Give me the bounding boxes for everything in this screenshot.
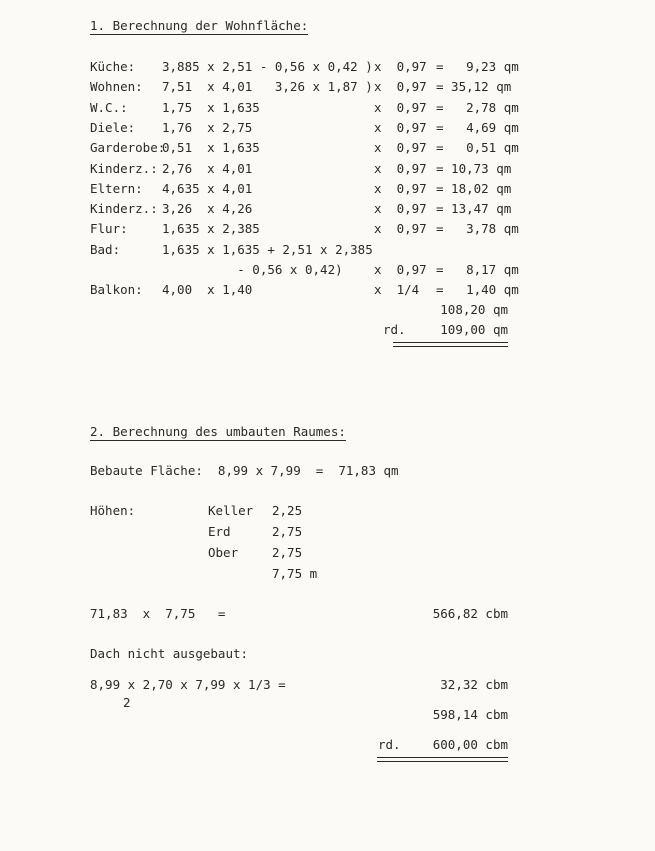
bebaute-flaeche-line: Bebaute Fläche: 8,99 x 7,99 = 71,83 qm [90, 463, 399, 478]
row-formula: 1,635 x 2,385 [162, 221, 260, 236]
row-factor: x 0,97 [374, 181, 427, 196]
row-label: Garderobe: [90, 140, 166, 155]
row-factor: x 0,97 [374, 140, 427, 155]
row-label: Diele: [90, 120, 136, 135]
row-formula: 3,26 x 4,26 [162, 201, 253, 216]
dach-divisor: 2 [123, 695, 131, 710]
section2-double-underline-bottom [377, 761, 508, 762]
row-label: Küche: [90, 59, 136, 74]
section1-rd-label: rd. [383, 322, 406, 337]
row-formula: 4,00 x 1,40 [162, 282, 253, 297]
row-result: = 2,78 qm [436, 100, 519, 115]
row-formula: 7,51 x 4,01 3,26 x 1,87 ) [162, 79, 373, 94]
section1-total: 109,00 qm [440, 322, 508, 337]
row-factor: x 0,97 [374, 201, 427, 216]
row-result: = 9,23 qm [436, 59, 519, 74]
row-factor: x 0,97 [374, 120, 427, 135]
row-factor: x 0,97 [374, 100, 427, 115]
row-formula: 3,885 x 2,51 - 0,56 x 0,42 ) [162, 59, 373, 74]
row-formula: 1,76 x 2,75 [162, 120, 253, 135]
row-factor: x 0,97 [374, 262, 427, 277]
row-result: = 4,69 qm [436, 120, 519, 135]
height-value: 2,75 [272, 524, 303, 539]
row-result: = 8,17 qm [436, 262, 519, 277]
section2-total: 600,00 cbm [432, 737, 508, 752]
row-label: Balkon: [90, 282, 143, 297]
height-name: Keller [208, 503, 254, 518]
section2-double-underline-top [377, 757, 508, 758]
section2-heading: 2. Berechnung des umbauten Raumes: [90, 424, 346, 439]
row-label: Eltern: [90, 181, 143, 196]
section1-heading: 1. Berechnung der Wohnfläche: [90, 18, 309, 33]
row-formula: 1,635 x 1,635 + 2,51 x 2,385 [162, 242, 373, 257]
row-result: = 3,78 qm [436, 221, 519, 236]
row-formula: - 0,56 x 0,42) [162, 262, 343, 277]
row-formula: 4,635 x 4,01 [162, 181, 253, 196]
row-label: Flur: [90, 221, 128, 236]
sum-value: 598,14 cbm [432, 707, 508, 722]
section1-double-underline-top [393, 342, 508, 343]
volume-line: 71,83 x 7,75 = [90, 606, 226, 621]
row-result: = 35,12 qm [436, 79, 512, 94]
row-result: = 10,73 qm [436, 161, 512, 176]
dach-formula: 8,99 x 2,70 x 7,99 x 1/3 = [90, 677, 286, 692]
row-factor: x 1/4 [374, 282, 420, 297]
row-factor: x 0,97 [374, 79, 427, 94]
row-factor: x 0,97 [374, 221, 427, 236]
row-formula: 2,76 x 4,01 [162, 161, 253, 176]
hoehen-label: Höhen: [90, 503, 136, 518]
dach-label: Dach nicht ausgebaut: [90, 646, 249, 661]
height-value: 2,75 [272, 545, 303, 560]
height-total: 7,75 m [272, 566, 318, 581]
section1-subtotal: 108,20 qm [440, 302, 508, 317]
row-label: Kinderz.: [90, 161, 158, 176]
row-result: = 13,47 qm [436, 201, 512, 216]
volume-value: 566,82 cbm [432, 606, 508, 621]
row-result: = 18,02 qm [436, 181, 512, 196]
row-label: W.C.: [90, 100, 128, 115]
row-formula: 0,51 x 1,635 [162, 140, 260, 155]
row-result: = 0,51 qm [436, 140, 519, 155]
height-name: Erd [208, 524, 231, 539]
height-name: Ober [208, 545, 239, 560]
row-factor: x 0,97 [374, 59, 427, 74]
dach-value: 32,32 cbm [440, 677, 508, 692]
section2-rd-label: rd. [378, 737, 401, 752]
row-label: Bad: [90, 242, 121, 257]
row-result: = 1,40 qm [436, 282, 519, 297]
row-label: Wohnen: [90, 79, 143, 94]
row-label: Kinderz.: [90, 201, 158, 216]
row-factor: x 0,97 [374, 161, 427, 176]
height-value: 2,25 [272, 503, 303, 518]
row-formula: 1,75 x 1,635 [162, 100, 260, 115]
section1-double-underline-bottom [393, 346, 508, 347]
